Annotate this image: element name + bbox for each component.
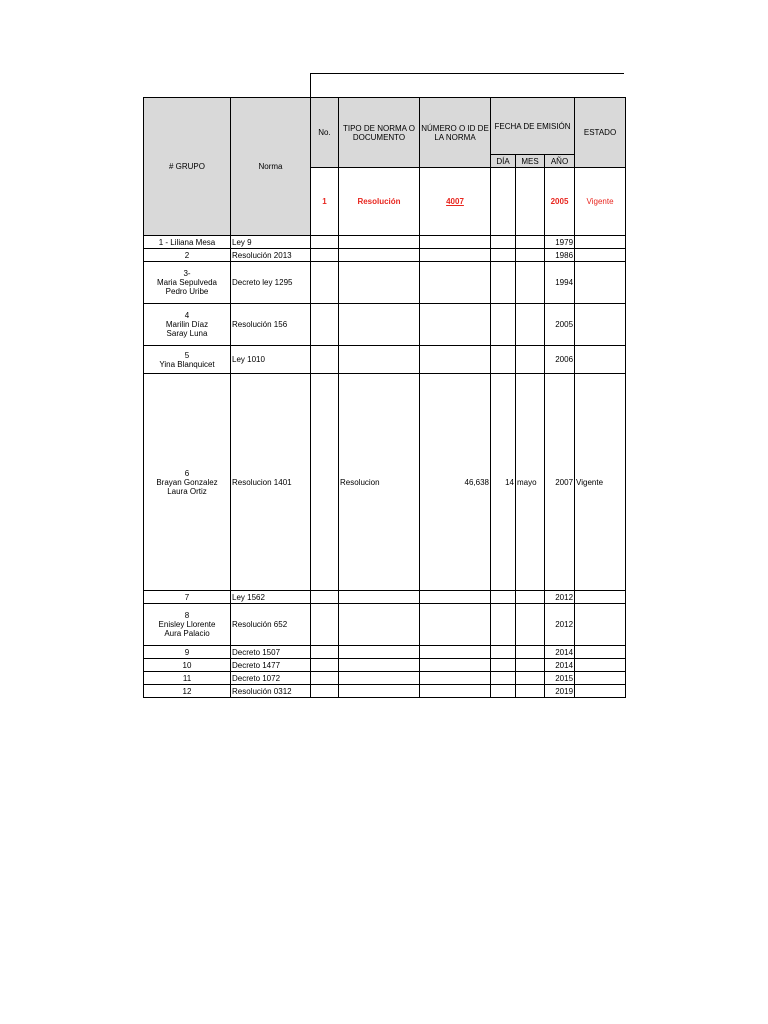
tipo-cell xyxy=(339,262,420,304)
grupo-cell: 5 Yina Blanquicet xyxy=(144,346,231,374)
mes-cell xyxy=(516,249,545,262)
table-row xyxy=(144,249,626,262)
anio-cell: 2019 xyxy=(545,685,575,698)
dia-cell xyxy=(491,591,516,604)
no-cell xyxy=(311,659,339,672)
header-bracket-line xyxy=(310,73,624,97)
grupo-cell: 12 xyxy=(144,685,231,698)
no-cell xyxy=(311,604,339,646)
table-row xyxy=(144,591,626,604)
mes-cell xyxy=(516,604,545,646)
tipo-cell xyxy=(339,249,420,262)
table-row xyxy=(144,604,626,646)
mes-cell xyxy=(516,685,545,698)
norma-cell: Decreto 1507 xyxy=(231,646,311,659)
grupo-cell: 10 xyxy=(144,659,231,672)
header-dia: DÍA xyxy=(491,155,516,168)
grupo-cell: 6 Brayan Gonzalez Laura Ortiz xyxy=(144,374,231,591)
grupo-cell: 4 Marilin Díaz Saray Luna xyxy=(144,304,231,346)
no-cell xyxy=(311,646,339,659)
dia-cell xyxy=(491,672,516,685)
norma-cell: Resolución 2013 xyxy=(231,249,311,262)
table-row xyxy=(144,346,626,374)
dia-cell xyxy=(491,604,516,646)
numero-cell xyxy=(420,672,491,685)
norma-cell: Decreto 1072 xyxy=(231,672,311,685)
numero-cell xyxy=(420,236,491,249)
header-anio: AÑO xyxy=(545,155,575,168)
header-grupo: # GRUPO xyxy=(144,98,231,236)
grupo-cell: 8 Enisley Llorente Aura Palacio xyxy=(144,604,231,646)
estado-cell xyxy=(575,672,626,685)
no-cell xyxy=(311,304,339,346)
example-mes xyxy=(516,168,545,236)
no-cell xyxy=(311,346,339,374)
numero-cell xyxy=(420,262,491,304)
anio-cell: 1994 xyxy=(545,262,575,304)
tipo-cell xyxy=(339,304,420,346)
mes-cell xyxy=(516,646,545,659)
anio-cell: 2005 xyxy=(545,304,575,346)
example-estado: Vigente xyxy=(575,168,626,236)
dia-cell xyxy=(491,249,516,262)
estado-cell xyxy=(575,685,626,698)
mes-cell xyxy=(516,262,545,304)
norms-table xyxy=(143,97,626,698)
no-cell xyxy=(311,685,339,698)
header-mes: MES xyxy=(516,155,545,168)
header-norma: Norma xyxy=(231,98,311,236)
numero-cell xyxy=(420,346,491,374)
dia-cell xyxy=(491,262,516,304)
norma-cell: Resolución 652 xyxy=(231,604,311,646)
grupo-cell: 3- Maria Sepulveda Pedro Uribe xyxy=(144,262,231,304)
dia-cell xyxy=(491,346,516,374)
tipo-cell xyxy=(339,236,420,249)
no-cell xyxy=(311,262,339,304)
estado-cell xyxy=(575,646,626,659)
dia-cell xyxy=(491,304,516,346)
example-numero: 4007 xyxy=(420,168,491,236)
table-row xyxy=(144,304,626,346)
anio-cell: 2014 xyxy=(545,659,575,672)
norma-cell: Decreto ley 1295 xyxy=(231,262,311,304)
grupo-cell: 9 xyxy=(144,646,231,659)
header-estado: ESTADO xyxy=(575,98,626,168)
table-row xyxy=(144,236,626,249)
grupo-cell: 1 - Liliana Mesa xyxy=(144,236,231,249)
table-body xyxy=(144,236,626,698)
estado-cell xyxy=(575,236,626,249)
example-dia xyxy=(491,168,516,236)
tipo-cell: Resolucion xyxy=(339,374,420,591)
estado-cell xyxy=(575,591,626,604)
table-header xyxy=(144,98,626,236)
table-row xyxy=(144,672,626,685)
numero-cell xyxy=(420,685,491,698)
dia-cell xyxy=(491,659,516,672)
no-cell xyxy=(311,672,339,685)
estado-cell xyxy=(575,262,626,304)
dia-cell xyxy=(491,646,516,659)
grupo-cell: 7 xyxy=(144,591,231,604)
example-tipo: Resolución xyxy=(339,168,420,236)
dia-cell: 14 xyxy=(491,374,516,591)
numero-cell xyxy=(420,304,491,346)
tipo-cell xyxy=(339,659,420,672)
numero-cell xyxy=(420,249,491,262)
header-numero: NÚMERO O ID DE LA NORMA xyxy=(420,98,491,168)
table-row xyxy=(144,659,626,672)
anio-cell: 2015 xyxy=(545,672,575,685)
table-row xyxy=(144,374,626,591)
norma-cell: Ley 1562 xyxy=(231,591,311,604)
anio-cell: 1986 xyxy=(545,249,575,262)
mes-cell: mayo xyxy=(516,374,545,591)
norma-cell: Decreto 1477 xyxy=(231,659,311,672)
numero-cell xyxy=(420,591,491,604)
numero-cell: 46,638 xyxy=(420,374,491,591)
grupo-cell: 11 xyxy=(144,672,231,685)
norma-cell: Ley 9 xyxy=(231,236,311,249)
anio-cell: 2014 xyxy=(545,646,575,659)
dia-cell xyxy=(491,685,516,698)
no-cell xyxy=(311,249,339,262)
dia-cell xyxy=(491,236,516,249)
norma-cell: Resolucion 1401 xyxy=(231,374,311,591)
table-row xyxy=(144,262,626,304)
no-cell xyxy=(311,374,339,591)
header-tipo: TIPO DE NORMA O DOCUMENTO xyxy=(339,98,420,168)
estado-cell xyxy=(575,346,626,374)
tipo-cell xyxy=(339,604,420,646)
example-anio: 2005 xyxy=(545,168,575,236)
anio-cell: 2007 xyxy=(545,374,575,591)
header-no: No. xyxy=(311,98,339,168)
header-fecha: FECHA DE EMISIÓN xyxy=(491,98,575,155)
tipo-cell xyxy=(339,685,420,698)
estado-cell xyxy=(575,659,626,672)
example-no: 1 xyxy=(311,168,339,236)
no-cell xyxy=(311,591,339,604)
norma-cell: Resolución 0312 xyxy=(231,685,311,698)
anio-cell: 2006 xyxy=(545,346,575,374)
estado-cell: Vigente xyxy=(575,374,626,591)
table-row xyxy=(144,685,626,698)
mes-cell xyxy=(516,672,545,685)
table-row xyxy=(144,646,626,659)
estado-cell xyxy=(575,304,626,346)
anio-cell: 1979 xyxy=(545,236,575,249)
mes-cell xyxy=(516,591,545,604)
anio-cell: 2012 xyxy=(545,604,575,646)
numero-cell xyxy=(420,604,491,646)
estado-cell xyxy=(575,604,626,646)
tipo-cell xyxy=(339,646,420,659)
tipo-cell xyxy=(339,346,420,374)
mes-cell xyxy=(516,236,545,249)
anio-cell: 2012 xyxy=(545,591,575,604)
norma-cell: Resolución 156 xyxy=(231,304,311,346)
tipo-cell xyxy=(339,591,420,604)
estado-cell xyxy=(575,249,626,262)
mes-cell xyxy=(516,346,545,374)
grupo-cell: 2 xyxy=(144,249,231,262)
no-cell xyxy=(311,236,339,249)
mes-cell xyxy=(516,659,545,672)
norma-cell: Ley 1010 xyxy=(231,346,311,374)
numero-cell xyxy=(420,646,491,659)
mes-cell xyxy=(516,304,545,346)
numero-cell xyxy=(420,659,491,672)
tipo-cell xyxy=(339,672,420,685)
